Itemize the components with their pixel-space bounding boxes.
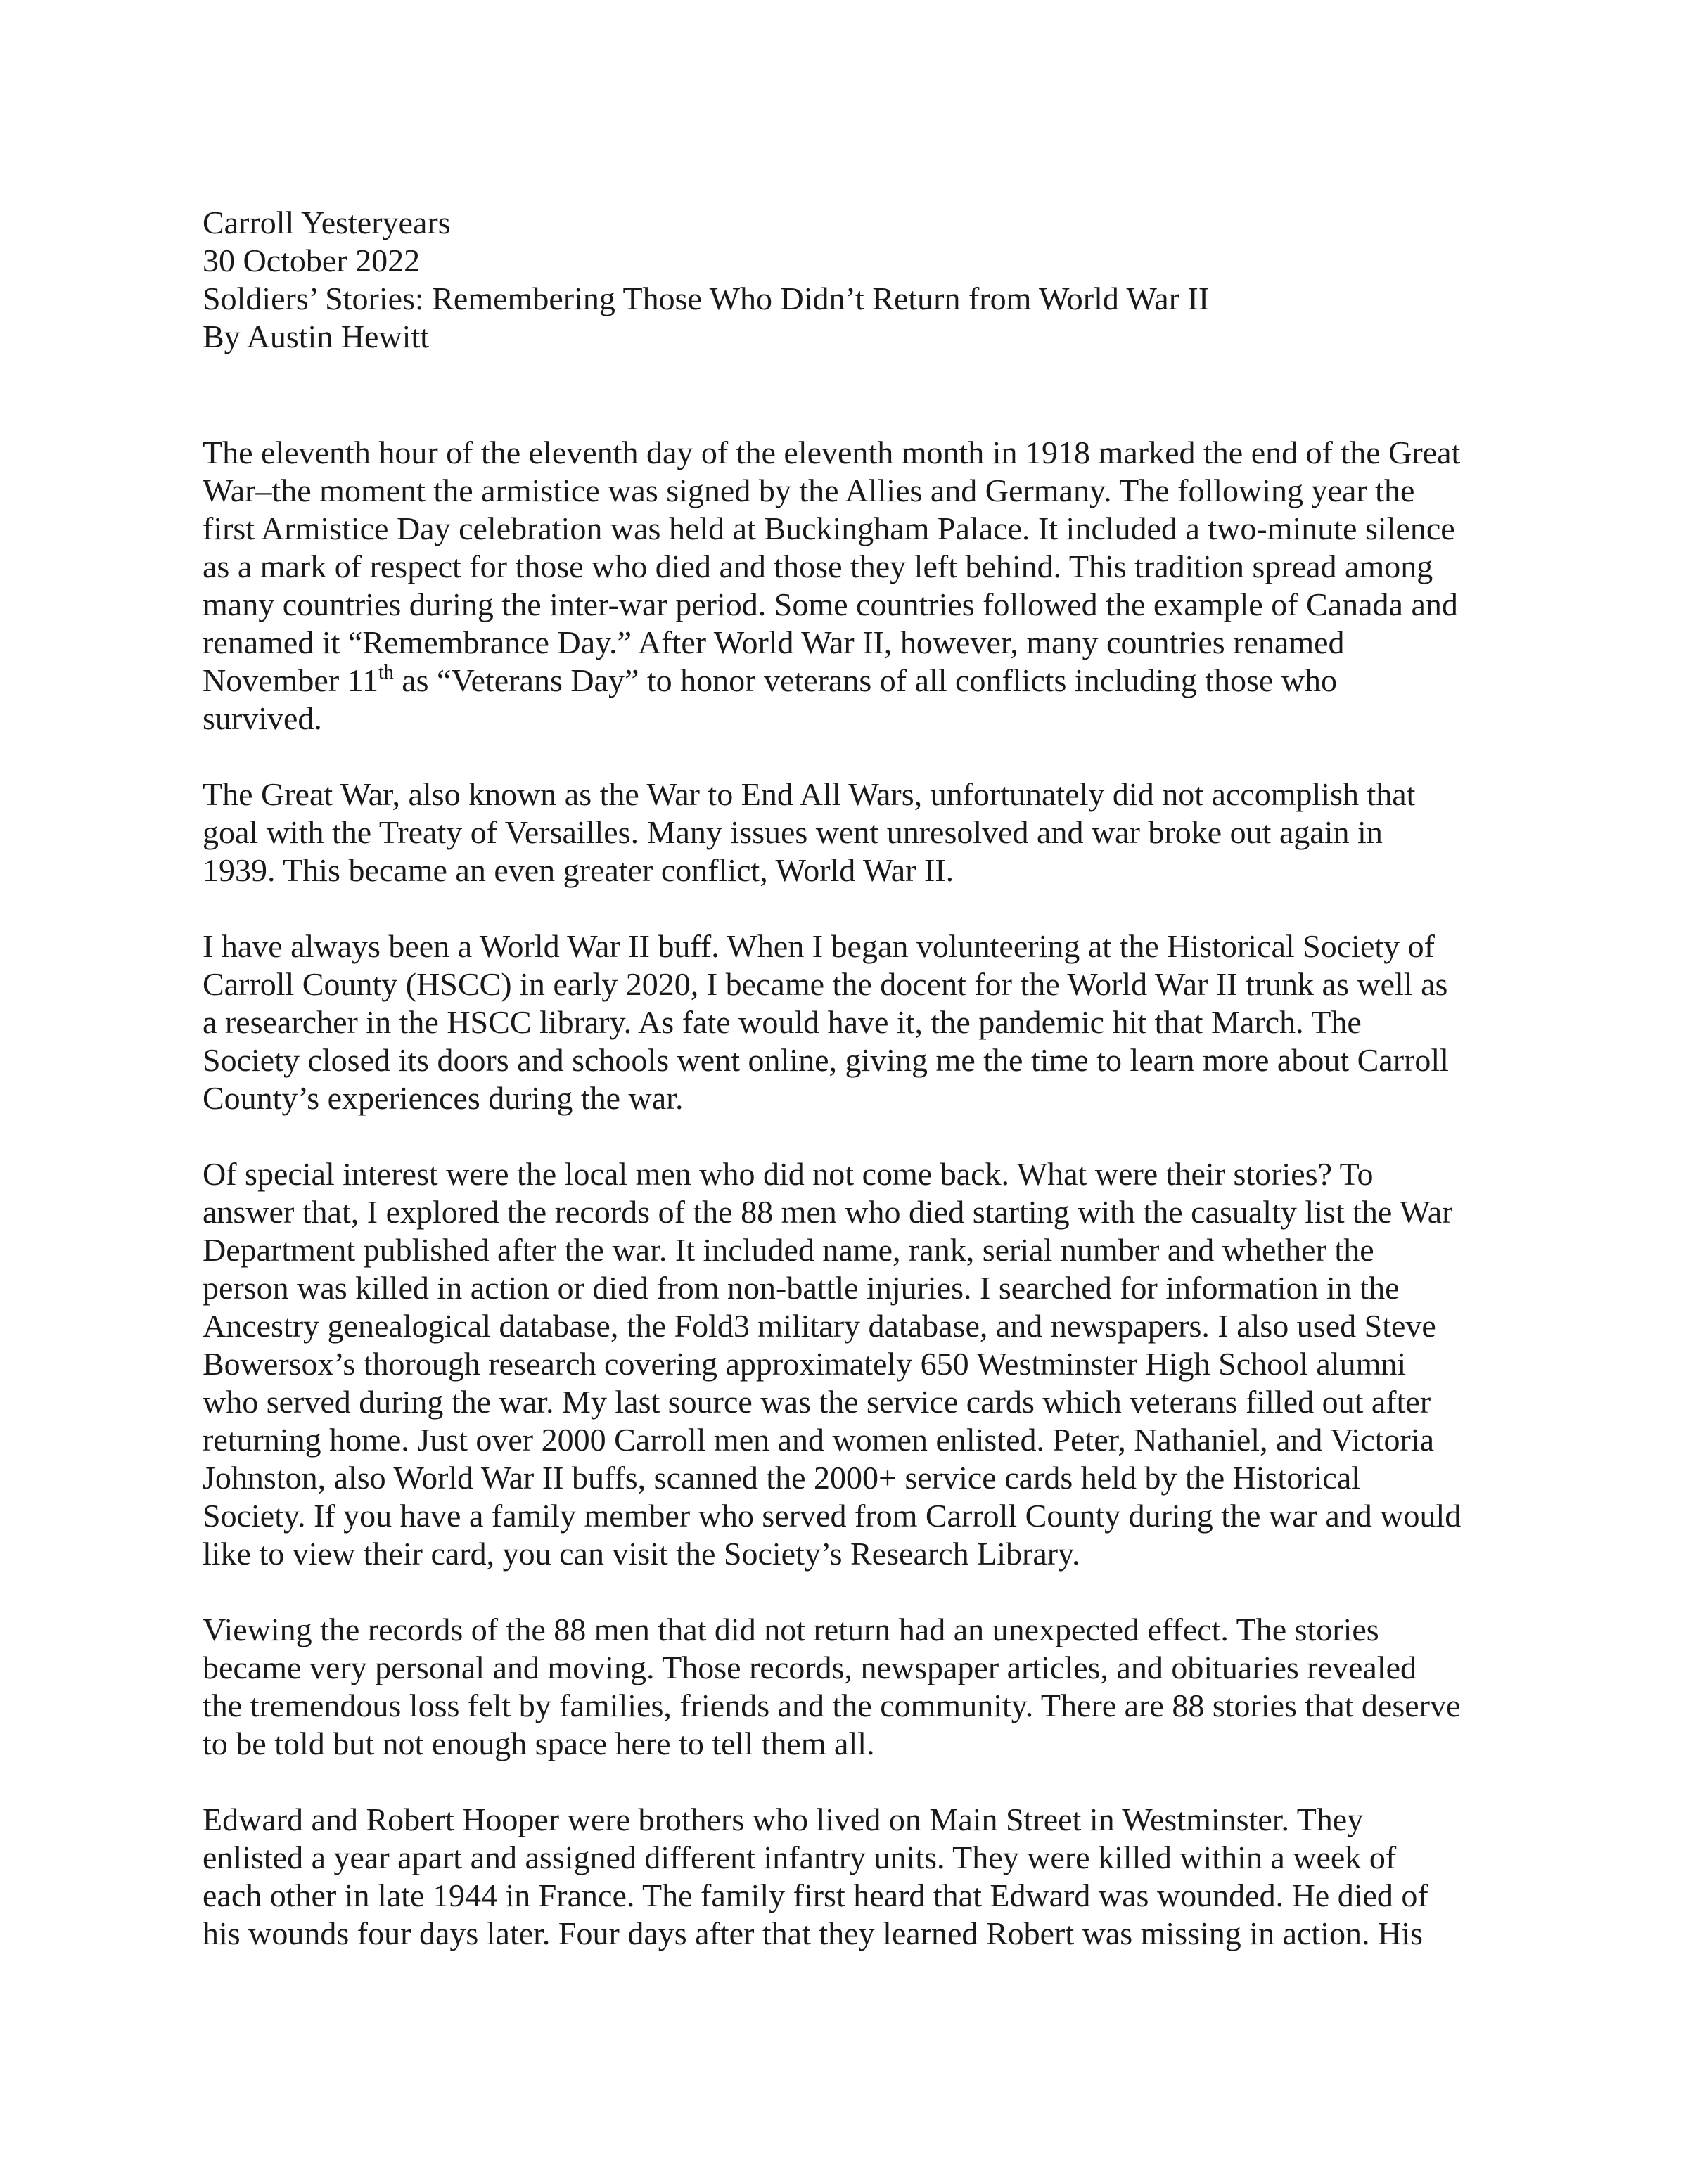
text-line: answer that, I explored the records of the 88 men who died starting with the casualty list the War bbox=[203, 1194, 1453, 1230]
text-line: Johnston, also World War II buffs, scanned the 2000+ service cards held by the Historical bbox=[203, 1460, 1361, 1496]
text-line: person was killed in action or died from non-battle injuries. I searched for information in the bbox=[203, 1270, 1400, 1306]
text-line-with-superscript bbox=[203, 662, 1509, 700]
text-line: renamed it “Remembrance Day.” After World War II, however, many countries renamed bbox=[203, 624, 1345, 660]
text-fragment: November 11 bbox=[203, 662, 378, 698]
text-line: Of special interest were the local men who did not come back. What were their stories? To bbox=[203, 1156, 1374, 1192]
text-line: The eleventh hour of the eleventh day of the eleventh month in 1918 marked the end of the Great bbox=[203, 435, 1461, 470]
text-line: enlisted a year apart and assigned different infantry units. They were killed within a week of bbox=[203, 1839, 1397, 1875]
paragraph-volunteering bbox=[203, 927, 1509, 1117]
text-line: returning home. Just over 2000 Carroll men and women enlisted. Peter, Nathaniel, and Victoria bbox=[203, 1422, 1435, 1458]
paragraph-research bbox=[203, 1155, 1509, 1573]
text-line: War–the moment the armistice was signed by the Allies and Germany. The following year the bbox=[203, 473, 1415, 508]
text-line: a researcher in the HSCC library. As fate would have it, the pandemic hit that March. The bbox=[203, 1004, 1362, 1040]
text-line: his wounds four days later. Four days after that they learned Robert was missing in action. His bbox=[203, 1915, 1423, 1951]
paragraph-records-effect bbox=[203, 1611, 1509, 1763]
text-line: first Armistice Day celebration was held at Buckingham Palace. It included a two-minute silence bbox=[203, 510, 1455, 546]
paragraph-armistice bbox=[203, 434, 1509, 738]
text-line: I have always been a World War II buff. When I began volunteering at the Historical Society of bbox=[203, 928, 1435, 964]
text-line: became very personal and moving. Those records, newspaper articles, and obituaries revealed bbox=[203, 1650, 1417, 1685]
text-line: survived. bbox=[203, 700, 322, 736]
text-line: to be told but not enough space here to tell them all. bbox=[203, 1726, 875, 1761]
article-title: Soldiers’ Stories: Remembering Those Who Didn’t Return from World War II bbox=[203, 281, 1210, 316]
text-line: as a mark of respect for those who died and those they left behind. This tradition spread among bbox=[203, 548, 1433, 584]
text-line: goal with the Treaty of Versailles. Many issues went unresolved and war broke out again in bbox=[203, 814, 1383, 850]
text-line: Ancestry genealogical database, the Fold3 military database, and newspapers. I also used Steve bbox=[203, 1308, 1436, 1344]
text-line: County’s experiences during the war. bbox=[203, 1080, 684, 1116]
article-byline: By Austin Hewitt bbox=[203, 319, 430, 354]
publication-date: 30 October 2022 bbox=[203, 243, 421, 278]
text-line: like to view their card, you can visit the Society’s Research Library. bbox=[203, 1536, 1080, 1572]
publication-name: Carroll Yesteryears bbox=[203, 205, 451, 240]
text-line: many countries during the inter-war period. Some countries followed the example of Canada and bbox=[203, 586, 1458, 622]
text-line: Viewing the records of the 88 men that did not return had an unexpected effect. The stories bbox=[203, 1612, 1379, 1647]
text-line: Department published after the war. It included name, rank, serial number and whether the bbox=[203, 1232, 1374, 1268]
text-line: each other in late 1944 in France. The family first heard that Edward was wounded. He died of bbox=[203, 1877, 1428, 1913]
text-line: the tremendous loss felt by families, friends and the community. There are 88 stories that deserve bbox=[203, 1688, 1461, 1723]
text-line: who served during the war. My last source was the service cards which veterans filled out after bbox=[203, 1384, 1431, 1420]
text-line: Society closed its doors and schools went online, giving me the time to learn more about Carroll bbox=[203, 1042, 1449, 1078]
paragraph-hooper-brothers bbox=[203, 1801, 1509, 1953]
ordinal-superscript: th bbox=[378, 662, 394, 683]
text-line: 1939. This became an even greater conflict, World War II. bbox=[203, 852, 954, 888]
article-body bbox=[203, 434, 1509, 1991]
paragraph-great-war bbox=[203, 776, 1509, 889]
text-line: Bowersox’s thorough research covering approximately 650 Westminster High School alumni bbox=[203, 1346, 1407, 1382]
text-line: Edward and Robert Hooper were brothers who lived on Main Street in Westminster. They bbox=[203, 1801, 1364, 1837]
text-line: The Great War, also known as the War to End All Wars, unfortunately did not accomplish that bbox=[203, 776, 1416, 812]
text-line: Carroll County (HSCC) in early 2020, I became the docent for the World War II trunk as well as bbox=[203, 966, 1448, 1002]
article-header bbox=[203, 204, 1539, 356]
text-line: Society. If you have a family member who served from Carroll County during the war and would bbox=[203, 1498, 1462, 1534]
text-fragment: as “Veterans Day” to honor veterans of all conflicts including those who bbox=[393, 662, 1338, 698]
